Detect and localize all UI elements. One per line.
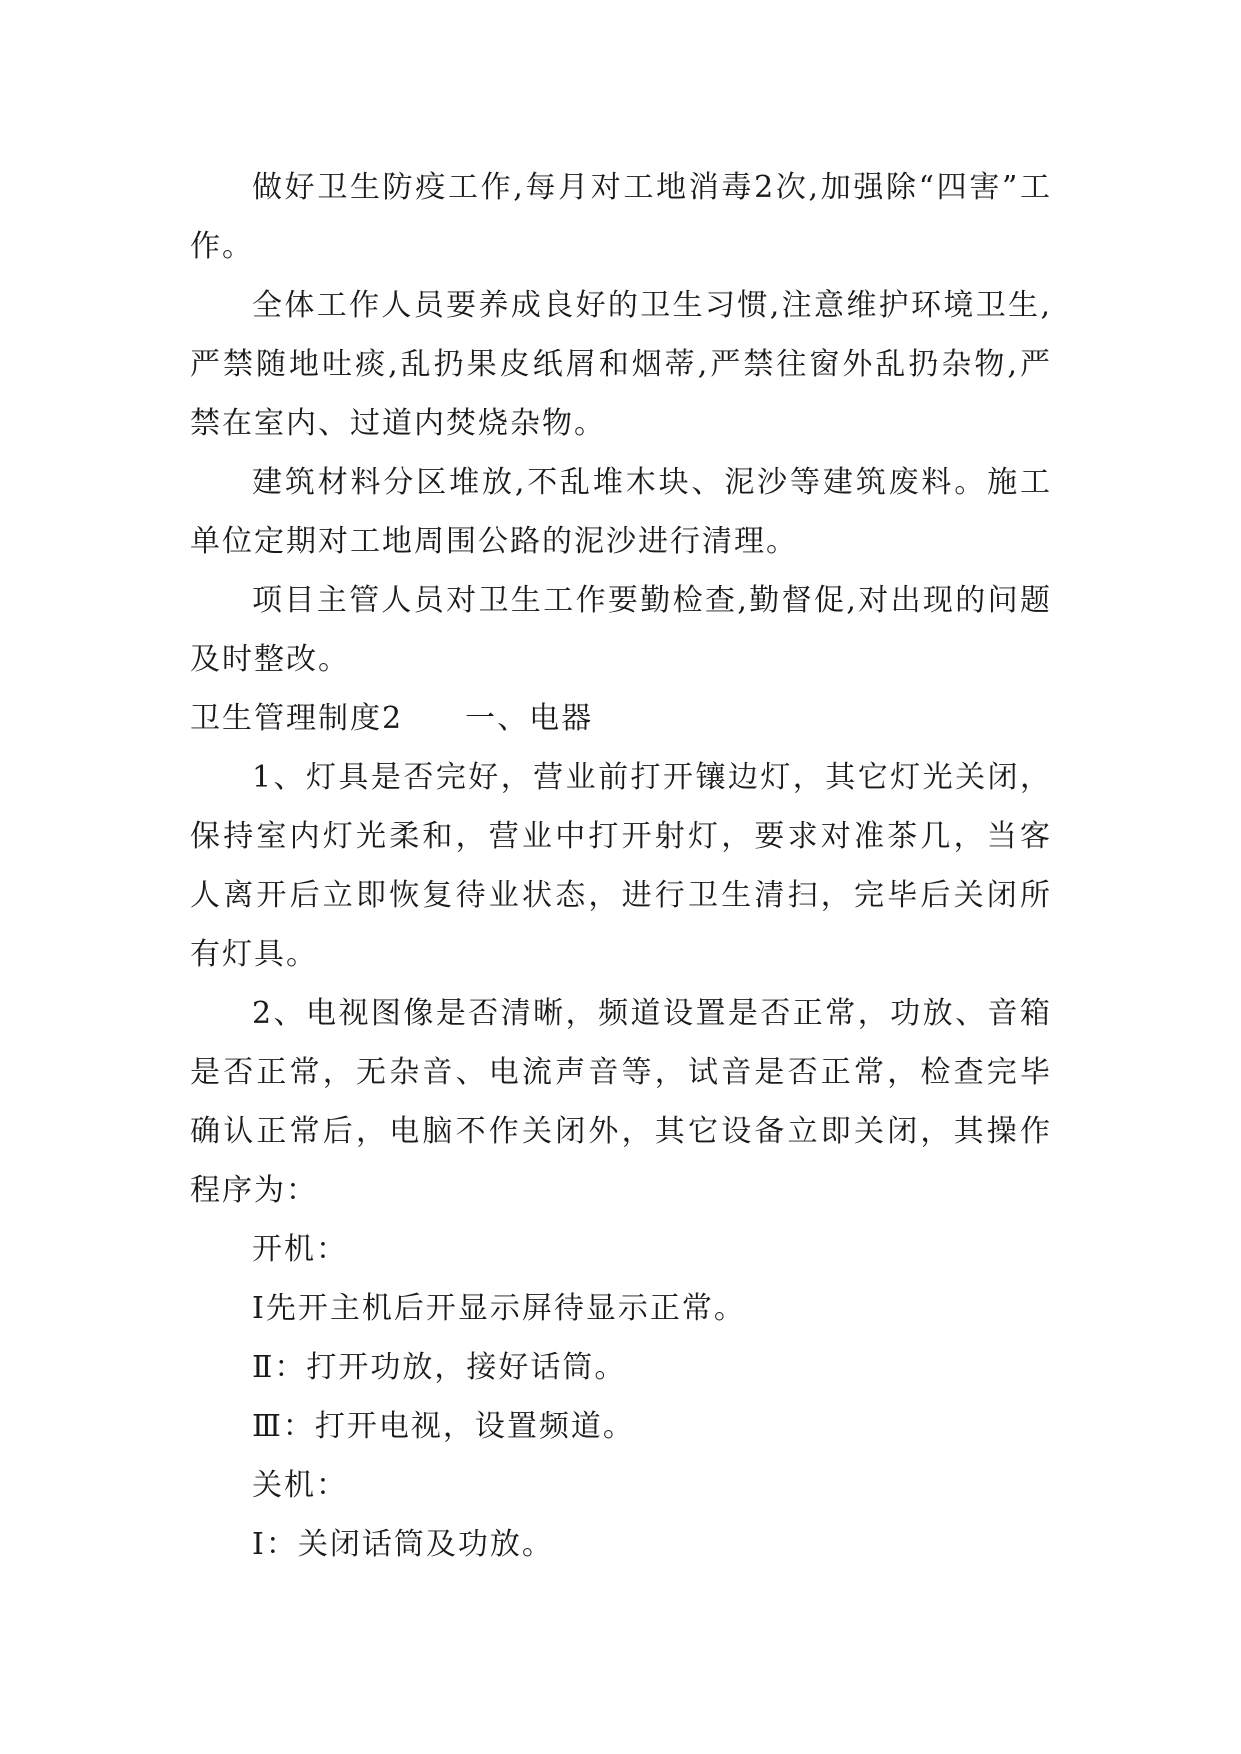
section-subtitle: 一、电器 [465,701,594,736]
step-power-on-3: Ⅲ：打开电视，设置频道。 [252,1409,635,1444]
step-power-on-label: 开机： [252,1232,348,1267]
step-power-off-1: I：关闭话筒及功放。 [252,1527,554,1562]
section-title: 卫生管理制度2 [190,701,404,736]
paragraph-materials: 建筑材料分区堆放,不乱堆木块、泥沙等建筑废料。施工单位定期对工地周围公路的泥沙进行清理。 [190,465,1052,559]
step-power-on-2: Ⅱ：打开功放，接好话筒。 [252,1350,627,1385]
paragraph-tv-audio: 2、电视图像是否清晰，频道设置是否正常，功放、音箱是否正常，无杂音、电流声音等，试音是否正常，检查完毕确认正常后，电脑不作关闭外，其它设备立即关闭，其操作程序为： [190,996,1052,1208]
paragraph-disinfection: 做好卫生防疫工作,每月对工地消毒2次,加强除“四害”工作。 [190,170,1052,264]
step-power-on-1: I先开主机后开显示屏待显示正常。 [252,1291,746,1326]
document-body [190,158,1052,1574]
step-power-off-label: 关机： [252,1468,348,1503]
paragraph-lighting: 1、灯具是否完好，营业前打开镶边灯，其它灯光关闭，保持室内灯光柔和，营业中打开射灯，要求对准茶几，当客人离开后立即恢复待业状态，进行卫生清扫，完毕后关闭所有灯具。 [190,760,1052,972]
paragraph-hygiene-habits: 全体工作人员要养成良好的卫生习惯,注意维护环境卫生,严禁随地吐痰,乱扔果皮纸屑和烟蒂,严禁往窗外乱扔杂物,严禁在室内、过道内焚烧杂物。 [190,288,1052,441]
section-heading [190,689,1052,748]
paragraph-inspection: 项目主管人员对卫生工作要勤检查,勤督促,对出现的问题及时整改。 [190,583,1052,677]
